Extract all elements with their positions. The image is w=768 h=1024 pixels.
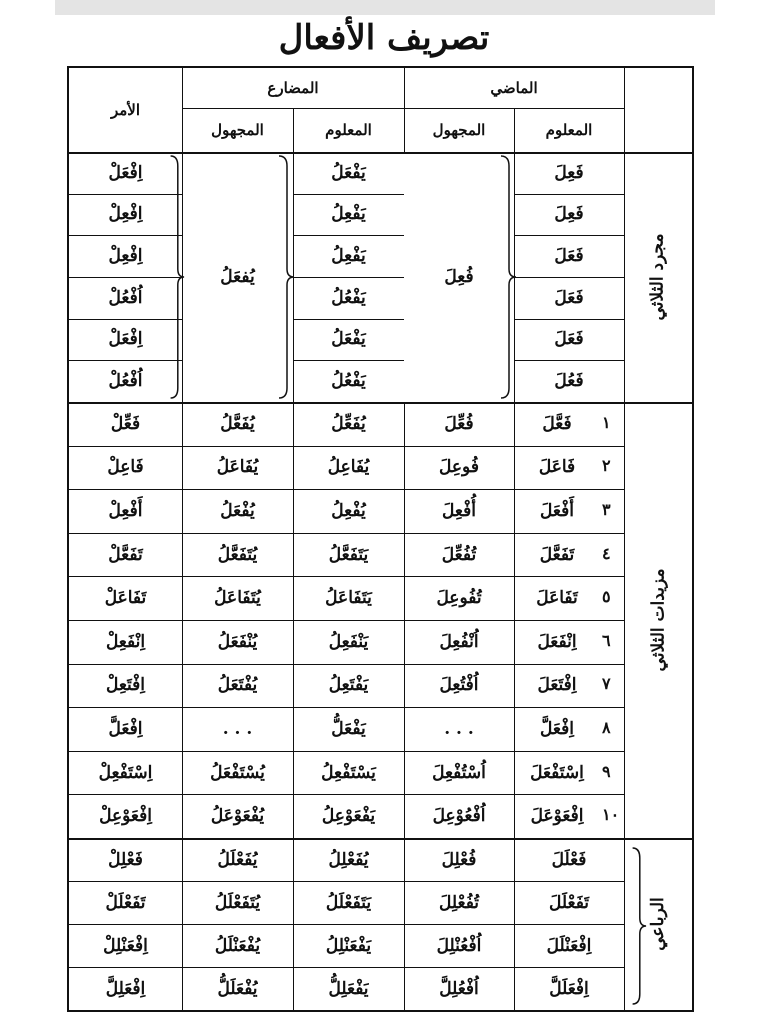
mazeed-mudari-cell: يَنْفَعِلُ: [328, 631, 369, 652]
mazeed-madi-cell: اِفْعَوْعَلَ: [530, 806, 584, 827]
row-number: ٩: [602, 761, 611, 781]
rubai-mudari-majhool-cell: يُفْعَلَلُّ: [217, 978, 258, 999]
mujarrad-mudari-cell: يَفْعِلُ: [331, 246, 366, 267]
table-rule: [69, 360, 182, 361]
rubai-madi-majhool-cell: فُعْلِلَ: [441, 849, 477, 870]
group-label-rubai: الرباعي: [647, 897, 668, 951]
row-number: ٣: [602, 500, 611, 519]
table-rule: [69, 794, 624, 795]
mazeed-mudari-cell: يَتَفَعَّلُ: [328, 544, 369, 565]
mazeed-mudari-majhool-cell: يُفْعَلُ: [220, 500, 255, 521]
table-rule: [293, 838, 294, 1010]
mujarrad-mudari-cell: يَفْعَلُ: [331, 329, 366, 350]
mazeed-mudari-majhool-cell: يُفَعَّلُ: [220, 413, 255, 434]
mazeed-mudari-majhool-cell: يُسْتَفْعَلُ: [210, 762, 265, 783]
rubai-madi-cell: اِفْعَنْلَلَ: [546, 935, 592, 956]
rubai-mudari-cell: يُفَعْلِلُ: [328, 849, 369, 870]
table-rule: [404, 838, 405, 1010]
header-madi: الماضي: [490, 79, 538, 97]
table-rule: [69, 277, 182, 278]
mazeed-madi-majhool-cell: اُسْتُفْعِلَ: [432, 762, 486, 783]
group-label-mujarrad: مجرد الثلاثي: [648, 233, 668, 321]
mazeed-madi-cell: تَفَعَّلَ: [539, 544, 575, 565]
mazeed-madi-majhool-cell: أُفْعِلَ: [442, 500, 476, 521]
mazeed-madi-majhool-cell: اُنْفُعِلَ: [439, 631, 479, 652]
table-rule: [69, 194, 182, 195]
row-number: ١: [602, 412, 611, 432]
table-rule: [404, 68, 405, 152]
brace-mujarrad-mudari: [275, 152, 295, 402]
row-number: ٤: [602, 543, 611, 563]
mazeed-madi-cell: أَفْعَلَ: [540, 500, 574, 521]
table-rule: [293, 277, 404, 278]
mazeed-amr-cell: فَعِّلْ: [110, 413, 141, 434]
mazeed-mudari-cell: يَفْتَعِلُ: [328, 675, 369, 696]
mujarrad-madi-cell: فَعِلَ: [554, 162, 584, 183]
mujarrad-mudari-majhool: يُفعَلُ: [220, 267, 255, 287]
mujarrad-madi-cell: فَعَلَ: [554, 287, 584, 308]
mazeed-amr-cell: تَفَعَّلْ: [108, 544, 143, 565]
table-rule: [293, 235, 404, 236]
rubai-mudari-majhool-cell: يُفْعَنْلَلُ: [214, 935, 261, 956]
header-mudari-maaloom: المعلوم: [325, 121, 372, 139]
table-rule: [69, 620, 624, 621]
conjugation-table: [67, 66, 694, 1012]
table-rule: [69, 235, 182, 236]
rubai-amr-cell: اِفْعَلِلَّ: [105, 978, 146, 999]
mujarrad-mudari-cell: يَفْعُلُ: [331, 371, 366, 392]
table-rule: [293, 402, 294, 838]
table-rule: [514, 108, 515, 152]
mazeed-mudari-cell: يَفْعَوْعِلُ: [321, 806, 376, 827]
table-rule: [69, 489, 624, 490]
rubai-mudari-majhool-cell: يُفَعْلَلُ: [217, 849, 258, 870]
mazeed-madi-majhool-cell: فُعِّلَ: [444, 413, 474, 434]
row-number: ٧: [602, 674, 611, 694]
mazeed-mudari-cell: يَفْعَلُّ: [331, 718, 366, 739]
mazeed-madi-cell: اِفْتَعَلَ: [537, 675, 577, 696]
rubai-madi-majhool-cell: تُفُعْلِلَ: [438, 892, 480, 913]
mazeed-madi-cell: اِنْفَعَلَ: [537, 631, 577, 652]
table-rule: [69, 576, 624, 577]
mujarrad-mudari-cell: يَفْعَلُ: [331, 162, 366, 183]
header-madi-maaloom: المعلوم: [545, 121, 593, 139]
group-label-mazeed: مزيدات الثلاثي: [648, 568, 668, 672]
table-rule: [69, 967, 624, 968]
mazeed-mudari-majhool-cell: يُنْفَعَلُ: [217, 631, 258, 652]
mazeed-madi-cell: تَفَاعَلَ: [536, 588, 578, 609]
page-title: تصريف الأفعال: [278, 18, 490, 58]
brace-rubai: [629, 844, 647, 1008]
mazeed-mudari-majhool-cell: يُتَفَاعَلُ: [214, 588, 261, 609]
mujarrad-amr-cell: اِفْعِلْ: [108, 204, 143, 225]
table-rule: [69, 533, 624, 534]
table-rule: [404, 402, 405, 838]
table-rule: [514, 838, 515, 1010]
rubai-amr-cell: فَعْلِلْ: [108, 849, 143, 870]
rubai-amr-cell: اِفْعَنْلِلْ: [103, 935, 148, 956]
mujarrad-madi-cell: فَعَلَ: [554, 246, 584, 267]
row-number: ٥: [602, 587, 611, 607]
mazeed-mudari-majhool-cell: يُتَفَعَّلُ: [217, 544, 258, 565]
rubai-mudari-cell: يَفْعَلِلُّ: [328, 978, 369, 999]
mazeed-amr-cell: اِسْتَفْعِلْ: [98, 762, 153, 783]
mazeed-madi-cell: اِفْعَلَّ: [540, 718, 574, 739]
mazeed-mudari-majhool-cell: يُفَاعَلُ: [216, 457, 259, 478]
table-rule: [514, 277, 624, 278]
mazeed-madi-majhool-cell: . . .: [444, 718, 474, 739]
rubai-madi-cell: تَفَعْلَلَ: [548, 892, 590, 913]
mazeed-mudari-majhool-cell: . . .: [222, 718, 253, 739]
mazeed-mudari-cell: يَسْتَفْعِلُ: [321, 762, 376, 783]
table-rule: [69, 881, 624, 882]
mujarrad-mudari-cell: يَفْعِلُ: [331, 204, 366, 225]
table-rule: [514, 194, 624, 195]
table-rule: [514, 235, 624, 236]
table-rule: [69, 707, 624, 708]
table-rule: [293, 152, 294, 402]
rubai-mudari-cell: يَفْعَنْلِلُ: [325, 935, 372, 956]
table-rule: [293, 108, 294, 152]
mujarrad-mudari-cell: يَفْعُلُ: [331, 287, 366, 308]
table-rule: [514, 360, 624, 361]
mazeed-amr-cell: اِنْفَعِلْ: [105, 631, 146, 652]
header-madi-majhool: المجهول: [432, 121, 486, 139]
mujarrad-madi-cell: فَعُلَ: [554, 371, 584, 392]
mujarrad-amr-cell: اُفْعُلْ: [108, 371, 143, 392]
table-rule: [182, 108, 624, 109]
rubai-madi-majhool-cell: اُفْعُلِلَّ: [439, 978, 479, 999]
mazeed-madi-majhool-cell: تُفُعِّلَ: [441, 544, 477, 565]
mazeed-madi-majhool-cell: اُفْعُوْعِلَ: [432, 806, 486, 827]
mujarrad-madi-cell: فَعَلَ: [554, 329, 584, 350]
header-amr: الأمر: [110, 101, 141, 119]
table-rule: [69, 319, 182, 320]
mazeed-madi-cell: فَعَّلَ: [542, 413, 572, 434]
mazeed-mudari-cell: يُفْعِلُ: [331, 500, 366, 521]
mazeed-mudari-majhool-cell: يُفْعَوْعَلُ: [210, 806, 265, 827]
rubai-amr-cell: تَفَعْلَلْ: [105, 892, 146, 913]
mazeed-amr-cell: اِفْعَوْعِلْ: [99, 806, 152, 827]
table-rule: [514, 319, 624, 320]
mujarrad-madi-majhool: فُعِلَ: [444, 267, 474, 287]
rubai-madi-cell: فَعْلَلَ: [551, 849, 587, 870]
mazeed-madi-majhool-cell: فُوعِلَ: [439, 457, 479, 478]
mazeed-mudari-cell: يُفَعِّلُ: [331, 413, 366, 434]
rubai-mudari-majhool-cell: يُتَفَعْلَلُ: [214, 892, 261, 913]
table-rule: [69, 446, 624, 447]
header-mudari-majhool: المجهول: [211, 121, 264, 139]
mujarrad-amr-cell: اِفْعَلْ: [108, 162, 143, 183]
top-bar: [55, 0, 715, 15]
table-rule: [69, 924, 624, 925]
mazeed-amr-cell: اِفْعَلَّ: [108, 718, 143, 739]
mazeed-amr-cell: تَفَاعَلْ: [104, 588, 147, 609]
table-rule: [514, 152, 515, 402]
row-number: ١٠: [602, 805, 620, 825]
mazeed-madi-cell: فَاعَلَ: [538, 457, 576, 478]
mazeed-mudari-majhool-cell: يُفْتَعَلُ: [217, 675, 258, 696]
rubai-madi-cell: اِفْعَلَلَّ: [549, 978, 589, 999]
table-rule: [293, 194, 404, 195]
header-mudari: المضارع: [267, 79, 319, 97]
mazeed-amr-cell: أَفْعِلْ: [108, 500, 143, 521]
mazeed-madi-cell: اِسْتَفْعَلَ: [530, 762, 584, 783]
row-number: ٨: [602, 718, 611, 737]
table-rule: [514, 402, 515, 838]
table-rule: [293, 360, 404, 361]
table-rule: [69, 664, 624, 665]
table-rule: [624, 68, 625, 1010]
mazeed-madi-majhool-cell: اُفْتُعِلَ: [439, 675, 479, 696]
mujarrad-amr-cell: اِفْعِلْ: [108, 246, 143, 267]
rubai-mudari-cell: يَتَفَعْلَلُ: [325, 892, 372, 913]
mazeed-madi-majhool-cell: تُفُوعِلَ: [436, 588, 482, 609]
mazeed-amr-cell: اِفْتَعِلْ: [105, 675, 146, 696]
mujarrad-amr-cell: اِفْعَلْ: [108, 329, 143, 350]
mujarrad-amr-cell: اُفْعُلْ: [108, 287, 143, 308]
rubai-madi-majhool-cell: اُفْعُنْلِلَ: [436, 935, 482, 956]
mazeed-amr-cell: فَاعِلْ: [107, 457, 144, 478]
mujarrad-madi-cell: فَعِلَ: [554, 204, 584, 225]
mazeed-mudari-cell: يُفَاعِلُ: [327, 457, 370, 478]
table-rule: [69, 751, 624, 752]
table-rule: [293, 319, 404, 320]
mazeed-mudari-cell: يَتَفَاعَلُ: [325, 588, 372, 609]
row-number: ٢: [602, 456, 611, 476]
row-number: ٦: [602, 630, 611, 650]
